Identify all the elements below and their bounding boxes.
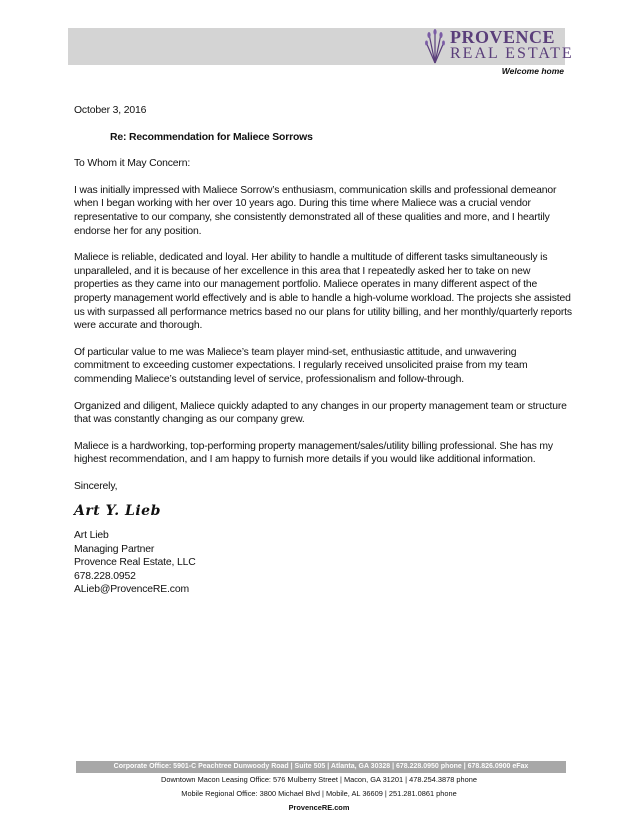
footer-corporate-office: Corporate Office: 5901-C Peachtree Dunwoody Road | Suite 505 | Atlanta, GA 30328 | 678.228.0950 phone | 678.826.0900 eFax (76, 761, 566, 773)
lavender-icon (424, 28, 446, 64)
letter-date: October 3, 2016 (74, 105, 147, 116)
letter-closing: Sincerely, (74, 480, 118, 492)
footer-mobile-office: Mobile Regional Office: 3800 Michael Blvd | Mobile, AL 36609 | 251.281.0861 phone (181, 789, 457, 798)
letter-subject: Re: Recommendation for Maliece Sorrows (110, 131, 313, 143)
signer-phone: 678.228.0952 (74, 570, 136, 582)
company-logo (420, 26, 574, 66)
tagline: Welcome home (501, 66, 564, 76)
letter-body (74, 104, 574, 597)
letter-paragraph: Of particular value to me was Maliece’s team player mind-set, enthusiastic attitude, and unwavering commitment to exceeding customer expectations. I regularly received unsolicited praise from my team commending Maliece’s outstanding level of service, professionalism and follow-through. (74, 346, 528, 385)
footer-downtown-office: Downtown Macon Leasing Office: 576 Mulberry Street | Macon, GA 31201 | 478.254.3878 phone (161, 775, 477, 784)
letter-salutation: To Whom it May Concern: (74, 158, 191, 170)
signer-company: Provence Real Estate, LLC (74, 557, 196, 569)
logo-text-provence: PROVENCE (450, 27, 556, 47)
footer-website: ProvenceRE.com (288, 803, 350, 812)
signer-name: Art Lieb (74, 530, 109, 542)
signer-email: ALieb@ProvenceRE.com (74, 584, 189, 596)
logo-text-real-estate: REAL ESTATE (450, 45, 574, 62)
handwritten-signature: Art Y. Lieb (74, 503, 161, 520)
letter-paragraph: Maliece is reliable, dedicated and loyal. Her ability to handle a multitude of different tasks simultaneously is unparalleled, and it is because of her excellence in this area that I repeatedly asked her to take on new properties as they came into our management portfolio. Maliece operates in many different aspect of the property management world effectively and is able to handle a high-volume workload. The projects she assisted us with surpassed all performance metrics based no our plans for utility billing, and her monthly/quarterly reports were accurate and thorough. (74, 252, 572, 332)
signer-title: Managing Partner (74, 543, 155, 555)
letter-paragraph: I was initially impressed with Maliece Sorrow’s enthusiasm, communication skills and professional demeanor when I began working with her over 10 years ago. During this time where Maliece was a crucial vendor representative to our company, she consistently demonstrated all of these qualities and more, and I heartily endorse her for any position. (74, 184, 557, 237)
letter-paragraph: Maliece is a hardworking, top-performing property management/sales/utility billing professional. She has my highest recommendation, and I am happy to furnish more details if you would like additional information. (74, 440, 553, 466)
letter-paragraph: Organized and diligent, Maliece quickly adapted to any changes in our property management team or structure that was constantly changing as our company grew. (74, 400, 567, 426)
